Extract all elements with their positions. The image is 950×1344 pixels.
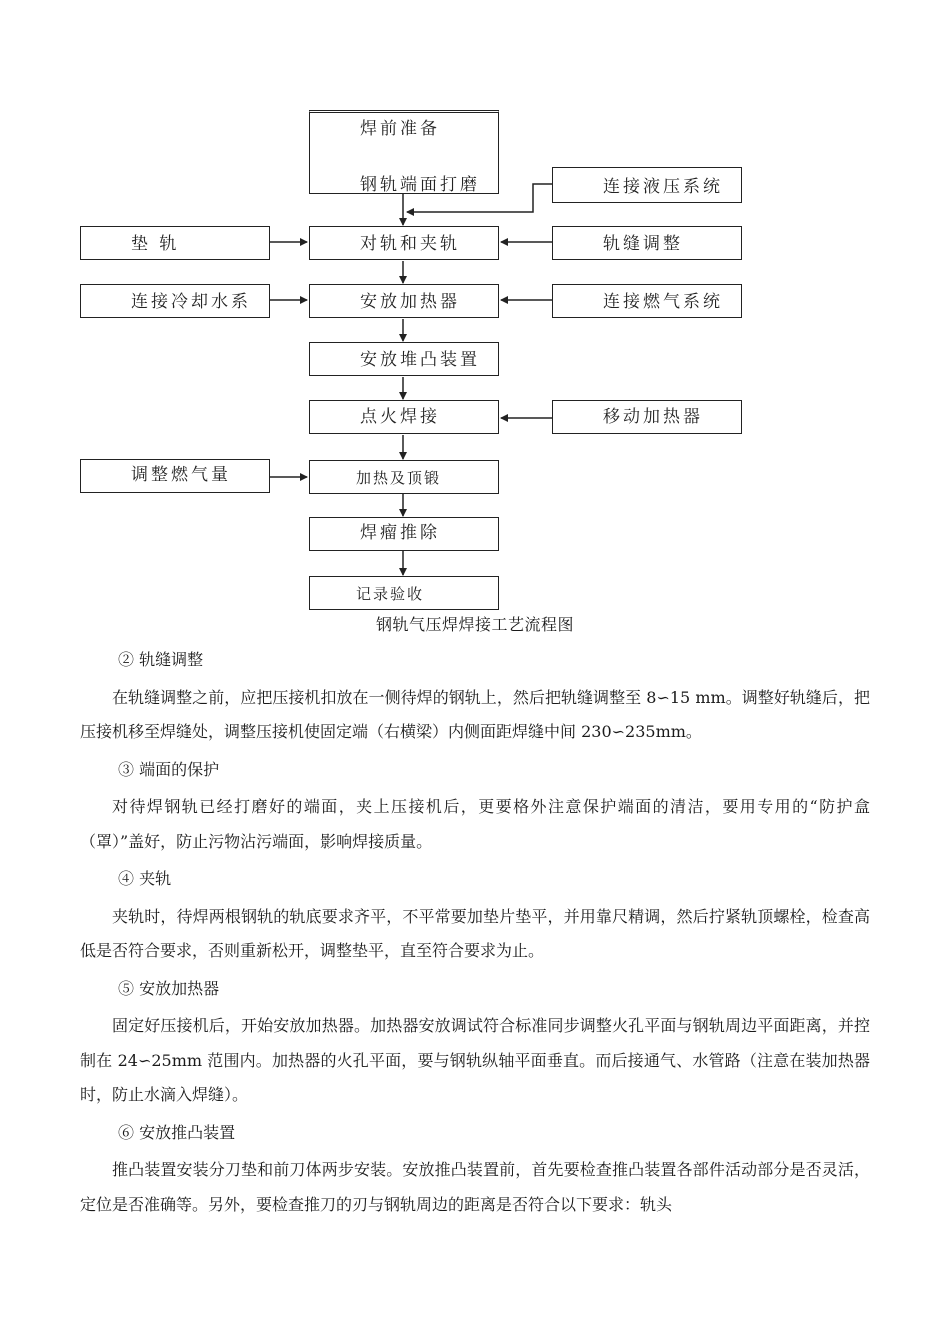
document-body bbox=[80, 640, 870, 1222]
box-remove-bump-label: 焊瘤推除 bbox=[360, 523, 440, 543]
box-move-heater-label: 移动加热器 bbox=[603, 407, 703, 427]
box-place-heater bbox=[309, 284, 499, 318]
box-move-heater bbox=[552, 400, 742, 434]
section-heading: ⑥ 安放推凸装置 bbox=[118, 1122, 236, 1142]
box-connect-gas-label: 连接燃气系统 bbox=[603, 292, 723, 312]
flowchart-caption: 钢轨气压焊焊接工艺流程图 bbox=[375, 615, 574, 634]
box-align-clamp-label: 对轨和夹轨 bbox=[360, 234, 460, 254]
box-record-accept-label: 记录验收 bbox=[356, 585, 425, 603]
box-adjust-gas bbox=[80, 459, 270, 493]
box-place-bump bbox=[309, 342, 499, 376]
box-gap-adjust-label: 轨缝调整 bbox=[603, 234, 683, 254]
box-ignite-weld bbox=[309, 400, 499, 434]
box-prep-bottom-label: 钢轨端面打磨 bbox=[360, 175, 480, 195]
box-connect-gas bbox=[552, 284, 742, 318]
box-remove-bump bbox=[309, 517, 499, 551]
box-ignite-weld-label: 点火焊接 bbox=[360, 407, 440, 427]
box-connect-hydraulic-label: 连接液压系统 bbox=[603, 177, 723, 197]
box-adjust-gas-label: 调整燃气量 bbox=[131, 465, 231, 485]
section-paragraph: 对待焊钢轨已经打磨好的端面，夹上压接机后，更要格外注意保护端面的清洁，要用专用的“防护盒（罩）”盖好，防止污物沾污端面，影响焊接质量。 bbox=[80, 797, 870, 851]
box-record-accept bbox=[309, 576, 499, 610]
box-gap-adjust bbox=[552, 226, 742, 260]
section-paragraph: 固定好压接机后，开始安放加热器。加热器安放调试符合标准同步调整火孔平面与钢轨周边平面距离，并控制在 24∽25mm 范围内。加热器的火孔平面，要与钢轨纵轴平面垂直。而后接通气、水管路（注意在装加热器时，防止水滴入焊缝）。 bbox=[80, 1016, 870, 1104]
box-prep bbox=[309, 110, 499, 194]
box-place-heater-label: 安放加热器 bbox=[360, 292, 460, 312]
section-heading: ② 轨缝调整 bbox=[118, 650, 204, 669]
box-place-bump-label: 安放堆凸装置 bbox=[360, 350, 480, 370]
box-connect-cooling bbox=[80, 284, 270, 318]
section-paragraph: 在轨缝调整之前，应把压接机扣放在一侧待焊的钢轨上，然后把轨缝调整至 8∽15 mm。调整好轨缝后，把压接机移至焊缝处，调整压接机使固定端（右横梁）内侧面距焊缝中间 230∽235mm。 bbox=[80, 687, 870, 741]
section-heading: ③ 端面的保护 bbox=[118, 759, 220, 779]
section-paragraph: 夹轨时，待焊两根钢轨的轨底要求齐平，不平常要加垫片垫平，并用靠尺精调，然后拧紧轨顶螺栓，检查高低是否符合要求，否则重新松开，调整垫平，直至符合要求为止。 bbox=[80, 906, 870, 960]
section-paragraph: 推凸装置安装分刀垫和前刀体两步安装。安放推凸装置前，首先要检查推凸装置各部件活动部分是否灵活，定位是否准确等。另外，要检查推刀的刃与钢轨周边的距离是否符合以下要求：轨头 bbox=[80, 1160, 870, 1214]
box-heat-forge-label: 加热及顶锻 bbox=[356, 469, 442, 487]
box-connect-cooling-label: 连接冷却水系 bbox=[131, 292, 251, 312]
box-connect-hydraulic bbox=[552, 167, 742, 203]
process-flowchart bbox=[0, 0, 950, 640]
box-align-clamp bbox=[309, 226, 499, 260]
box-prep-top-label: 焊前准备 bbox=[360, 119, 440, 139]
box-pad-rail bbox=[80, 226, 270, 260]
box-heat-forge bbox=[309, 460, 499, 494]
section-heading: ④ 夹轨 bbox=[118, 869, 172, 888]
section-heading: ⑤ 安放加热器 bbox=[118, 978, 220, 998]
box-pad-rail-label: 垫 轨 bbox=[131, 234, 180, 254]
